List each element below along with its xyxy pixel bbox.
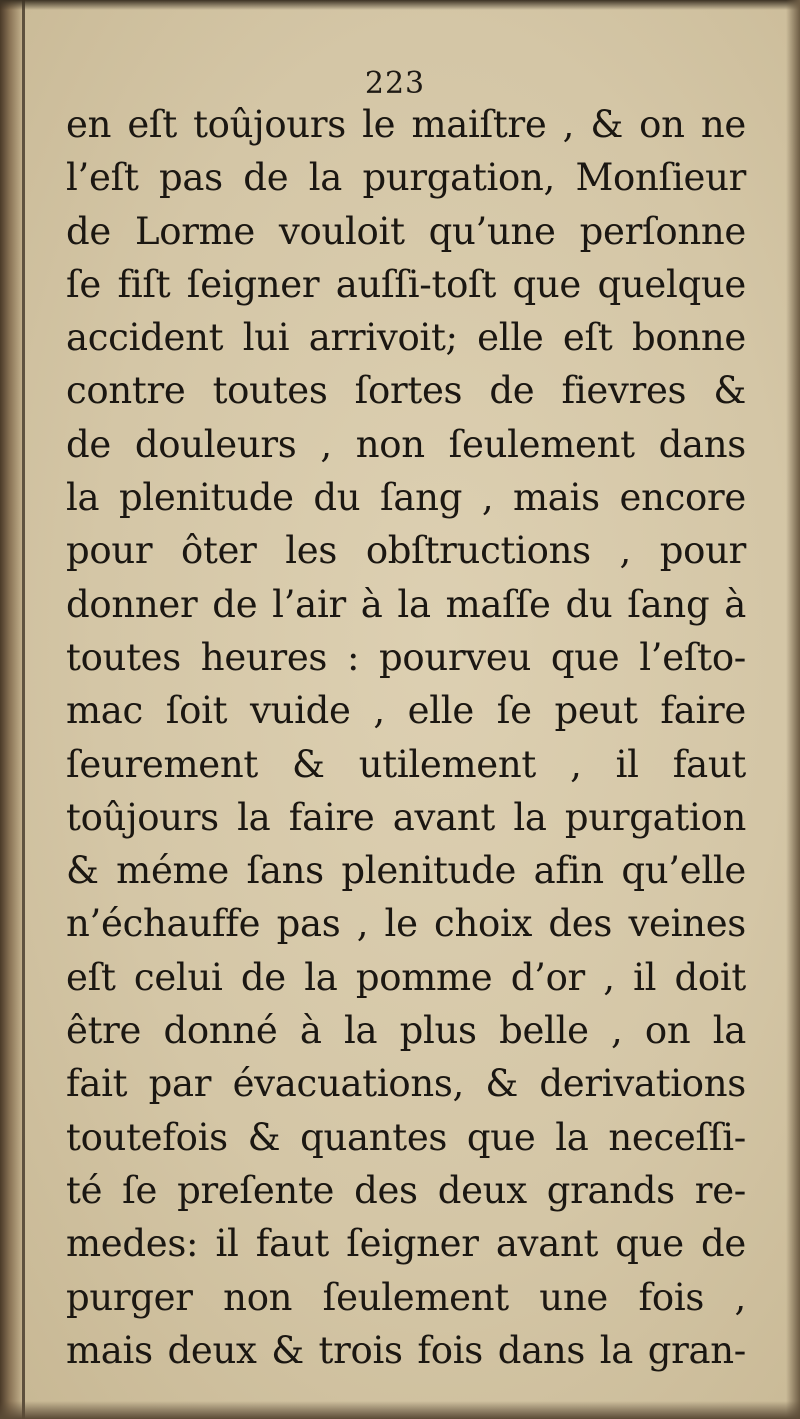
text-line: n’échauffe pas , le choix des veines xyxy=(66,902,746,946)
text-line: contre toutes ſortes de fievres & xyxy=(66,369,746,413)
text-line: toûjours la faire avant la purgation xyxy=(66,795,746,839)
binding-fold-line xyxy=(22,0,25,1419)
top-page-edge xyxy=(0,0,800,10)
right-page-edge xyxy=(786,0,800,1419)
text-line: medes: il faut ſeigner avant que de xyxy=(66,1222,746,1266)
text-line: mac ſoit vuide , elle ſe peut faire xyxy=(66,689,746,733)
text-line: té ſe preſente des deux grands re- xyxy=(66,1168,746,1212)
text-line: de douleurs , non ſeulement dans xyxy=(66,422,746,466)
text-line: en eſt toûjours le maiſtre , & on ne xyxy=(66,103,746,146)
text-line: & méme ſans plenitude afin qu’elle xyxy=(66,849,746,893)
text-line: toutefois & quantes que la neceſſi- xyxy=(66,1115,746,1159)
text-line: eſt celui de la pomme d’or , il doit xyxy=(66,955,746,999)
binding-edge xyxy=(0,0,22,1419)
body-text xyxy=(66,98,746,1377)
text-line: toutes heures : pourveu que l’eſto- xyxy=(66,635,746,679)
text-line: la plenitude du ſang , mais encore xyxy=(66,476,746,520)
text-line: fait par évacuations, & derivations xyxy=(66,1062,746,1106)
text-line: donner de l’air à la maſſe du ſang à xyxy=(66,582,746,626)
text-line: l’eſt pas de la purgation, Monſieur xyxy=(66,156,746,200)
text-line: pour ôter les obſtructions , pour xyxy=(66,529,746,573)
text-line: ſe fiſt ſeigner auſſi-toſt que quelque xyxy=(66,262,746,306)
text-line: accident lui arrivoit; elle eſt bonne xyxy=(66,316,746,360)
text-line: purger non ſeulement une fois , xyxy=(66,1275,746,1319)
text-line: de Lorme vouloit qu’une perſonne xyxy=(66,209,746,253)
page-number: 223 xyxy=(364,66,426,101)
text-line: être donné à la plus belle , on la xyxy=(66,1009,746,1053)
text-line: mais deux & trois fois dans la gran- xyxy=(66,1328,746,1372)
bottom-page-edge xyxy=(0,1401,800,1419)
text-line: ſeurement & utilement , il faut xyxy=(66,742,746,786)
